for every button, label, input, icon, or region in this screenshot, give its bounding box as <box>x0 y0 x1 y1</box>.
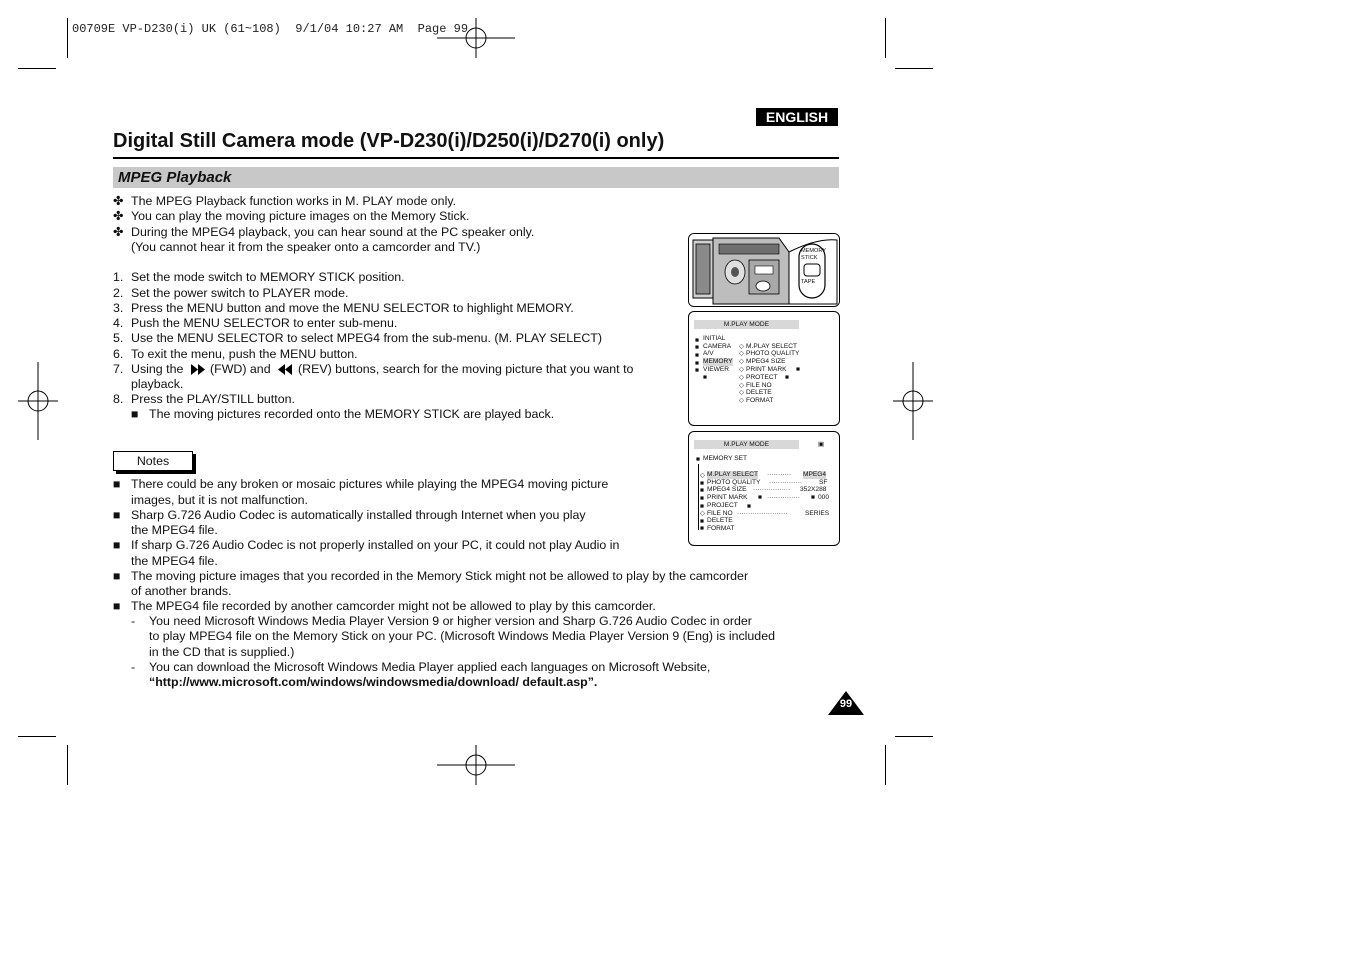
subnote-line: You can download the Microsoft Windows Media Player applied each languages on Microsoft Website, <box>149 660 711 674</box>
subnote-line: in the CD that is supplied.) <box>149 645 295 659</box>
step-subtext: The moving pictures recorded onto the MEMORY STICK are played back. <box>149 407 555 421</box>
right-menu-item: PROTECT <box>746 374 778 381</box>
memset-mode: M.PLAY MODE <box>723 441 770 448</box>
square-glyph: ■ <box>113 569 121 583</box>
download-url[interactable]: “http://www.microsoft.com/windows/windowsmedia/download/ default.asp”. <box>149 675 598 689</box>
subnote-line: to play MPEG4 file on the Memory Stick on your PC. (Microsoft Windows Media Player Version 9 (Eng) is included <box>149 629 775 643</box>
crop-mark <box>885 18 886 58</box>
menu-mode-bar <box>694 320 799 329</box>
crop-mark <box>895 736 933 737</box>
menu-icon: ■ <box>695 337 699 344</box>
memory-icon: ■ <box>695 360 699 367</box>
step-number: 3. <box>113 301 124 315</box>
step-number: 8. <box>113 392 124 406</box>
memset-heading: MEMORY SET <box>703 455 748 462</box>
print-icon: ■ <box>700 495 704 502</box>
left-menu-item: VIEWER <box>703 366 730 373</box>
step-text: Push the MENU SELECTOR to enter sub-menu. <box>131 316 398 330</box>
bullet-glyph: ✤ <box>113 225 124 239</box>
print-header: 00709E VP-D230(i) UK (61~108) 9/1/04 10:27 AM Page 99 <box>72 22 469 36</box>
intro-line: (You cannot hear it from the speaker onto a camcorder and TV.) <box>131 240 481 254</box>
step-text: playback. <box>131 377 184 391</box>
step-number: 1. <box>113 270 124 284</box>
note-line: The MPEG4 file recorded by another camcorder might not be allowed to play by this camcorder. <box>131 599 656 613</box>
rewind-icon <box>278 364 294 375</box>
memset-row-label: FORMAT <box>707 525 735 532</box>
note-line: the MPEG4 file. <box>131 523 218 537</box>
square-glyph: ■ <box>113 508 121 522</box>
left-menu-item: CAMERA <box>703 343 732 350</box>
diamond-icon: ◇ <box>739 374 745 381</box>
memset-row-dots: ················· <box>753 486 791 493</box>
title-rule <box>113 157 839 159</box>
language-badge: ENGLISH <box>756 108 838 126</box>
note-line: images, but it is not malfunction. <box>131 493 308 507</box>
fast-forward-icon <box>191 364 207 375</box>
square-glyph: ■ <box>131 407 139 421</box>
crop-mark <box>67 18 68 58</box>
memset-row-value: SF <box>819 479 828 486</box>
step-text: Set the power switch to PLAYER mode. <box>131 286 349 300</box>
memset-row-label: FILE NO <box>707 510 733 517</box>
memset-row-dots: ··············· <box>767 494 800 501</box>
note-line: There could be any broken or mosaic pictures while playing the MPEG4 moving picture <box>131 477 609 491</box>
subnote-line: You need Microsoft Windows Media Player Version 9 or higher version and Sharp G.726 Audio Codec in order <box>149 614 752 628</box>
memory-card-icon: ▣ <box>818 441 825 448</box>
switch-label-memory: MEMORY <box>801 248 827 254</box>
step-text: Using the <box>131 362 184 376</box>
registration-mark-left <box>18 362 58 440</box>
switch-label-stick: STICK <box>801 255 818 261</box>
right-menu-item: MPEG4 SIZE <box>746 358 786 365</box>
diamond-icon: ◇ <box>739 350 745 357</box>
crop-mark <box>885 745 886 785</box>
square-glyph: ■ <box>113 538 121 552</box>
print-mark-icon: ■ <box>811 494 815 501</box>
dash-glyph: - <box>131 614 136 628</box>
note-line: of another brands. <box>131 584 232 598</box>
left-menu-item: A/V <box>703 350 714 357</box>
intro-line: During the MPEG4 playback, you can hear sound at the PC speaker only. <box>131 225 535 239</box>
intro-line: You can play the moving picture images on the Memory Stick. <box>131 209 470 223</box>
figure-memory-set-screen <box>688 431 840 546</box>
square-glyph: ■ <box>113 477 121 491</box>
diamond-icon: ◇ <box>739 343 745 350</box>
diamond-icon: ◇ <box>739 397 745 404</box>
bullet-glyph: ✤ <box>113 209 124 223</box>
lock-icon: ■ <box>747 503 751 510</box>
diamond-icon: ◇ <box>739 358 745 365</box>
intro-line: The MPEG Playback function works in M. PLAY mode only. <box>131 194 457 208</box>
memset-row-label: MPEG4 SIZE <box>707 486 747 493</box>
square-glyph: ■ <box>113 599 121 613</box>
dash-glyph: - <box>131 660 136 674</box>
format-icon: ■ <box>700 525 704 532</box>
figure-menu-screen <box>688 311 840 426</box>
photo-icon: ■ <box>700 480 704 487</box>
note-line: Sharp G.726 Audio Codec is automatically installed through Internet when you play <box>131 508 586 522</box>
print-icon: ■ <box>796 366 800 373</box>
memset-row-label: PRINT MARK <box>707 494 748 501</box>
memset-row-value: SERIES <box>805 510 830 517</box>
diamond-icon: ◇ <box>739 382 745 389</box>
step-number: 7. <box>113 362 124 376</box>
crop-mark <box>895 68 933 69</box>
step-text: (FWD) and <box>210 362 271 376</box>
memset-row-value: 000 <box>818 494 830 501</box>
right-menu-item: PRINT MARK <box>746 366 787 373</box>
step-text: Press the PLAY/STILL button. <box>131 392 295 406</box>
av-icon: ■ <box>695 352 699 359</box>
mpeg-icon: ■ <box>700 487 704 494</box>
lock-icon: ■ <box>785 374 789 381</box>
diamond-icon: ◇ <box>700 510 706 517</box>
page-title: Digital Still Camera mode (VP-D230(i)/D250(i)/D270(i) only) <box>113 130 665 152</box>
step-text: Press the MENU button and move the MENU SELECTOR to highlight MEMORY. <box>131 301 574 315</box>
note-line: If sharp G.726 Audio Codec is not properly installed on your PC, it could not play Audio in <box>131 538 620 552</box>
menu-mode: M.PLAY MODE <box>723 321 770 328</box>
bullet-glyph: ✤ <box>113 194 124 208</box>
step-number: 2. <box>113 286 124 300</box>
camera-icon: ■ <box>695 344 699 351</box>
registration-mark-bottom <box>437 745 515 785</box>
page-number: 99 <box>839 698 853 710</box>
section-title: MPEG Playback <box>118 169 232 186</box>
step-text: Set the mode switch to MEMORY STICK position. <box>131 270 405 284</box>
memset-row-label: PHOTO QUALITY <box>707 479 761 486</box>
right-menu-item: FILE NO <box>746 382 772 389</box>
note-line: The moving picture images that you recorded in the Memory Stick might not be allowed to play by the camcorder <box>131 569 749 583</box>
camcorder-illustration <box>689 234 839 306</box>
step-text: To exit the menu, push the MENU button. <box>131 347 358 361</box>
intro-list <box>113 194 673 264</box>
step-text: Use the MENU SELECTOR to select MPEG4 from the sub-menu. (M. PLAY SELECT) <box>131 331 603 345</box>
memset-row-dots: ······················· <box>737 510 788 517</box>
memset-row-label: PROJECT <box>707 502 738 509</box>
crop-mark <box>18 736 56 737</box>
memset-row-label-selected: M.PLAY SELECT <box>707 471 759 478</box>
step-number: 6. <box>113 347 124 361</box>
notes-label: Notes <box>113 451 193 471</box>
step-number: 5. <box>113 331 124 345</box>
memory-icon: ■ <box>696 456 700 463</box>
right-menu-item: PHOTO QUALITY <box>746 350 800 357</box>
crop-mark <box>18 68 56 69</box>
switch-label-tape: TAPE <box>801 279 816 285</box>
note-line: the MPEG4 file. <box>131 554 218 568</box>
viewer-icon: ■ <box>695 367 699 374</box>
left-menu-item-selected: MEMORY <box>703 358 733 365</box>
memset-row-dots: ··········· <box>767 471 792 478</box>
step-text: (REV) buttons, search for the moving picture that you want to <box>298 362 634 376</box>
memset-bracket <box>698 464 699 530</box>
right-menu-item: M.PLAY SELECT <box>746 343 798 350</box>
delete-icon: ■ <box>700 518 704 525</box>
memset-row-value: 352X288 <box>800 486 827 493</box>
registration-mark-right <box>893 362 933 440</box>
diamond-icon: ◇ <box>739 389 745 396</box>
figure-camcorder <box>688 233 840 307</box>
steps-list <box>113 270 673 430</box>
memset-mode-bar <box>694 440 799 449</box>
memset-row-dots: ··············· <box>769 479 802 486</box>
diamond-icon: ◇ <box>700 472 706 479</box>
memset-row-label: DELETE <box>707 517 733 524</box>
print-mark-icon: ■ <box>758 494 762 501</box>
memset-row-value: MPEG4 <box>803 471 827 478</box>
step-number: 4. <box>113 316 124 330</box>
right-menu-item: FORMAT <box>746 397 774 404</box>
protect-icon: ■ <box>700 503 704 510</box>
crop-mark <box>67 745 68 785</box>
left-menu-item: INITIAL <box>703 335 726 342</box>
playback-icon: ■ <box>703 374 707 381</box>
right-menu-item: DELETE <box>746 389 772 396</box>
diamond-icon: ◇ <box>739 366 745 373</box>
